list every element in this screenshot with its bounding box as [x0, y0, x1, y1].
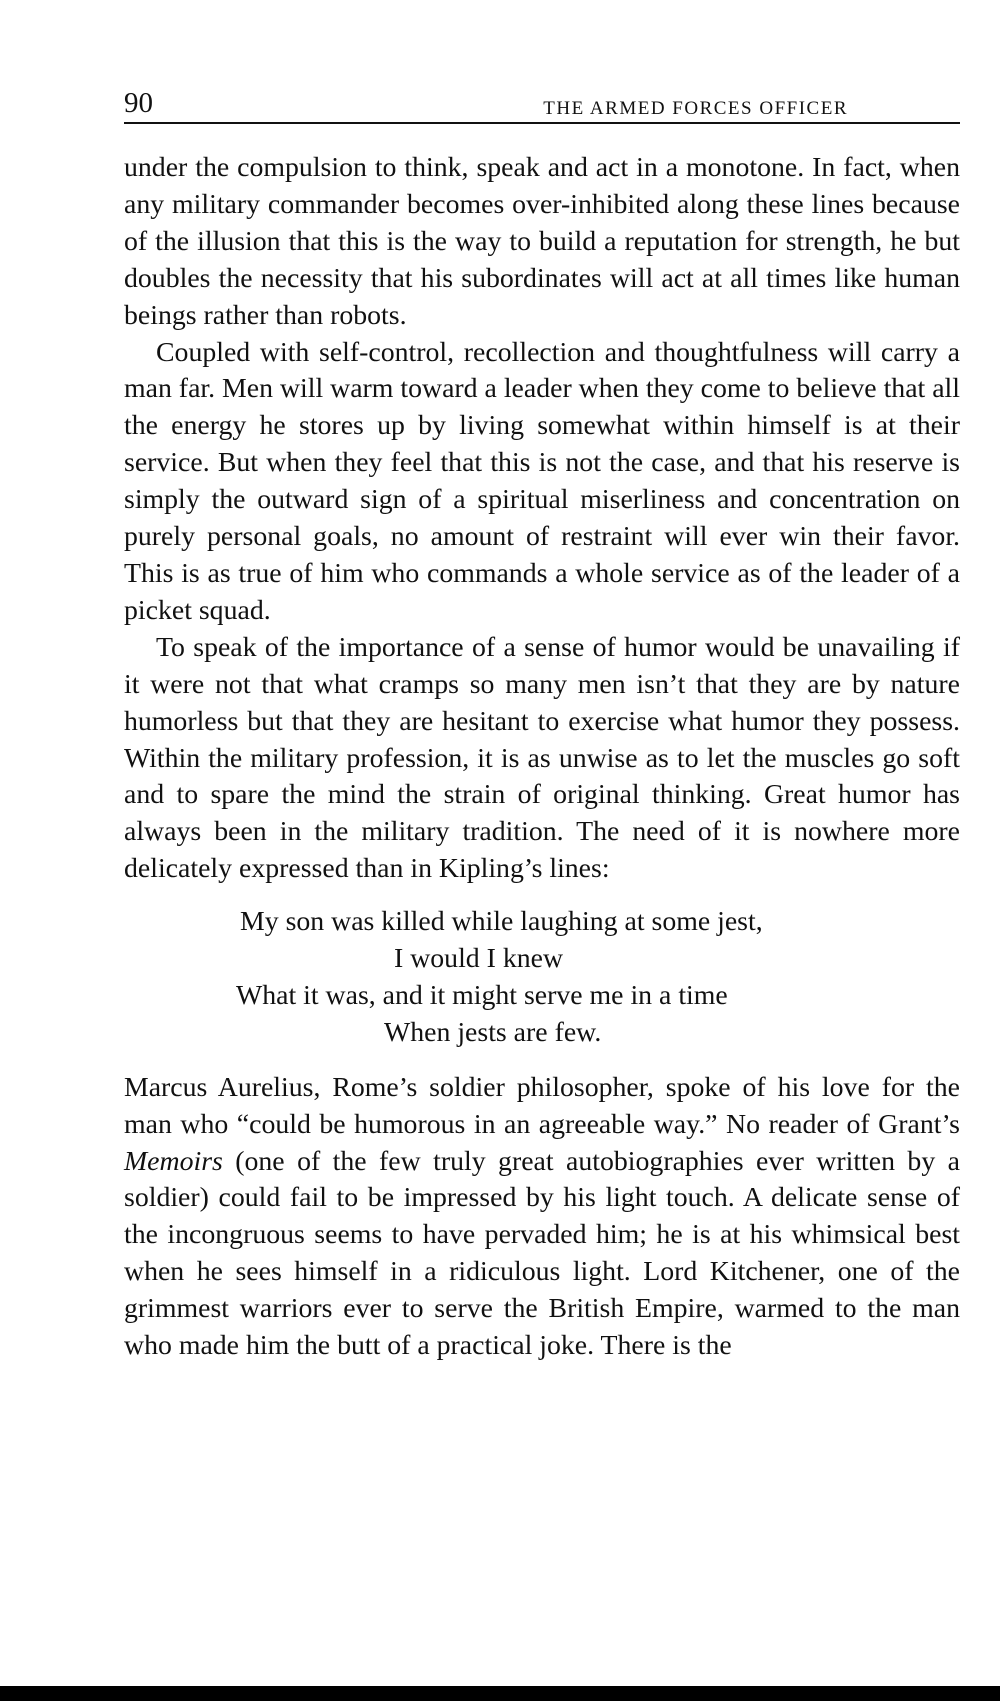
- running-head: THE ARMED FORCES OFFICER: [543, 98, 848, 119]
- paragraph-3: To speak of the importance of a sense of humor would be unavailing if it were not that what cramps so many men isn’t that they are by nature humorless but that they are hesitant to exercise what humor they possess. Within the military profession, it is as unwise as to let the muscles go soft and to spare the mind the strain of original thinking. Great humor has always been in the military tradition. The need of it is nowhere more delicately expressed than in Kipling’s lines:: [124, 631, 960, 885]
- paragraph-4-text-a: Marcus Aurelius, Rome’s soldier philosopher, spoke of his love for the man who “could be humorous in an agreeable way.” No reader of Grant’s: [124, 1071, 960, 1140]
- verse-line: My son was killed while laughing at some jest,: [240, 906, 763, 938]
- book-title-memoirs: Memoirs: [124, 1145, 223, 1177]
- paragraph-1: under the compulsion to think, speak and act in a monotone. In fact, when any military commander becomes over-inhibited along these lines because of the illusion that this is the way to build a reputation for strength, he but doubles the necessity that his subordinates will act at all times like human beings rather than robots.: [124, 152, 960, 331]
- paragraph-4: [124, 1070, 960, 1365]
- page-header: [124, 78, 960, 124]
- page-number: 90: [124, 87, 153, 119]
- paragraph-4-text-b: (one of the few truly great autobiographies ever written by a soldier) could fail to be impressed by his light touch. A delicate sense of the incongruous seems to have pervaded him; he is at his whimsical best when he sees himself in a ridiculous light. Lord Kitchener, one of the grimmest warriors ever to serve the British Empire, warmed to the man who made him the butt of a practical joke. There is the: [124, 1145, 960, 1362]
- scan-edge-bar: [0, 1686, 1000, 1701]
- verse-line: When jests are few.: [384, 1016, 602, 1048]
- paragraph-2: Coupled with self-control, recollection and thoughtfulness will carry a man far. Men will warm toward a leader when they come to believe that all the energy he stores up by living somewhat within himself is at their service. But when they feel that this is not the case, and that his reserve is simply the outward sign of a spiritual miserliness and concentration on purely personal goals, no amount of restraint will ever win their favor. This is as true of him who commands a whole service as of the leader of a picket squad.: [124, 336, 960, 626]
- verse-line: I would I knew: [394, 943, 564, 975]
- verse-line: What it was, and it might serve me in a time: [236, 979, 728, 1011]
- kipling-verse: [124, 904, 960, 1052]
- book-page: [124, 78, 960, 1365]
